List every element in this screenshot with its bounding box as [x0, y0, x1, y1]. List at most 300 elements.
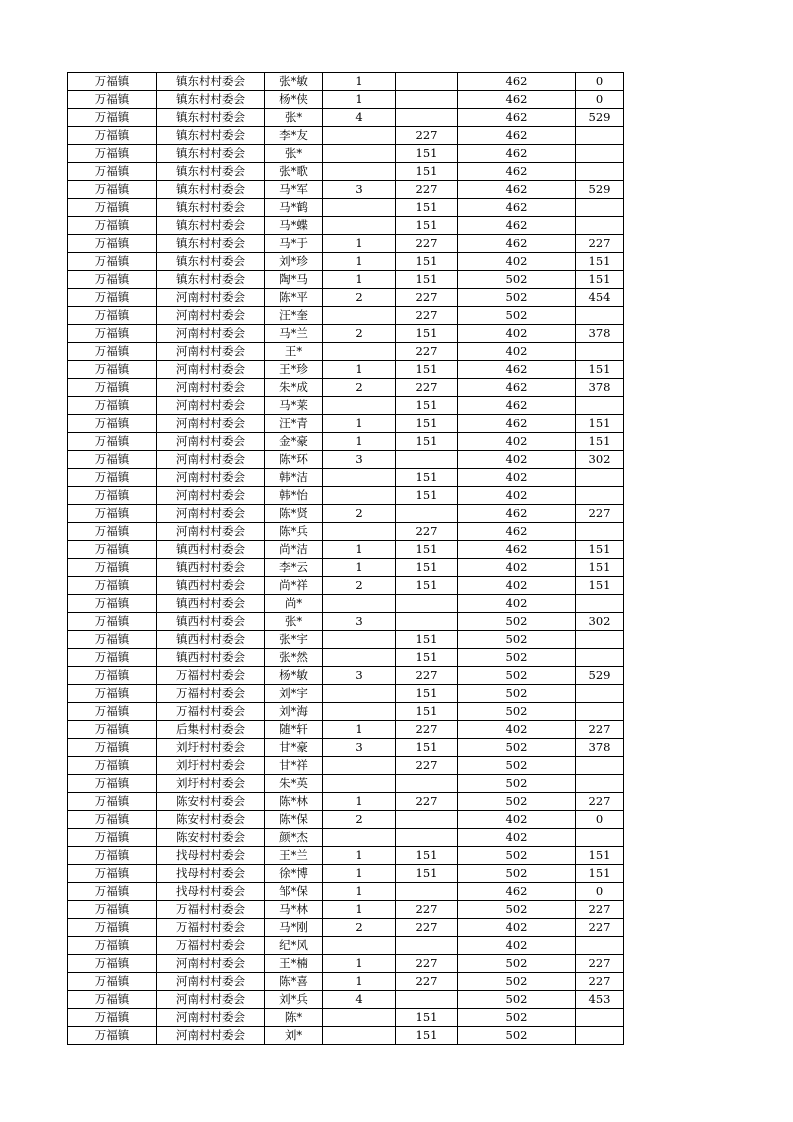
town-cell: 万福镇 — [68, 649, 157, 667]
town-cell: 万福镇 — [68, 361, 157, 379]
village-cell: 后集村村委会 — [157, 721, 265, 739]
town-cell: 万福镇 — [68, 127, 157, 145]
amount-a-cell: 227 — [396, 379, 458, 397]
town-cell: 万福镇 — [68, 289, 157, 307]
town-cell: 万福镇 — [68, 703, 157, 721]
amount-b-cell: 462 — [458, 415, 576, 433]
table-row — [68, 721, 624, 739]
name-cell: 张* — [265, 613, 323, 631]
village-cell: 陈安村村委会 — [157, 829, 265, 847]
table-row — [68, 307, 624, 325]
amount-a-cell: 151 — [396, 649, 458, 667]
table-row — [68, 109, 624, 127]
count-cell: 1 — [323, 91, 396, 109]
amount-b-cell: 462 — [458, 91, 576, 109]
amount-b-cell: 402 — [458, 595, 576, 613]
village-cell: 镇西村村委会 — [157, 631, 265, 649]
amount-b-cell: 502 — [458, 703, 576, 721]
amount-a-cell: 151 — [396, 217, 458, 235]
amount-a-cell: 227 — [396, 289, 458, 307]
table-row — [68, 91, 624, 109]
count-cell: 1 — [323, 793, 396, 811]
amount-c-cell: 378 — [576, 739, 624, 757]
count-cell — [323, 127, 396, 145]
amount-b-cell: 502 — [458, 955, 576, 973]
village-cell: 万福村村委会 — [157, 919, 265, 937]
village-cell: 镇西村村委会 — [157, 559, 265, 577]
village-cell: 镇东村村委会 — [157, 145, 265, 163]
name-cell: 马*鹤 — [265, 199, 323, 217]
name-cell: 马*莱 — [265, 397, 323, 415]
name-cell: 尚*祥 — [265, 577, 323, 595]
amount-b-cell: 462 — [458, 523, 576, 541]
amount-c-cell: 151 — [576, 541, 624, 559]
table-row — [68, 667, 624, 685]
village-cell: 河南村村委会 — [157, 973, 265, 991]
village-cell: 河南村村委会 — [157, 469, 265, 487]
town-cell: 万福镇 — [68, 469, 157, 487]
count-cell: 3 — [323, 667, 396, 685]
name-cell: 刘*宇 — [265, 685, 323, 703]
town-cell: 万福镇 — [68, 1009, 157, 1027]
amount-c-cell — [576, 937, 624, 955]
amount-b-cell: 502 — [458, 757, 576, 775]
count-cell: 3 — [323, 181, 396, 199]
amount-b-cell: 462 — [458, 235, 576, 253]
village-cell: 找母村村委会 — [157, 883, 265, 901]
town-cell: 万福镇 — [68, 685, 157, 703]
amount-c-cell: 378 — [576, 379, 624, 397]
amount-b-cell: 402 — [458, 559, 576, 577]
amount-c-cell — [576, 217, 624, 235]
count-cell: 1 — [323, 559, 396, 577]
name-cell: 韩*洁 — [265, 469, 323, 487]
name-cell: 刘* — [265, 1027, 323, 1045]
name-cell: 陈*贤 — [265, 505, 323, 523]
count-cell — [323, 469, 396, 487]
town-cell: 万福镇 — [68, 181, 157, 199]
count-cell — [323, 163, 396, 181]
count-cell — [323, 523, 396, 541]
count-cell: 1 — [323, 847, 396, 865]
count-cell — [323, 595, 396, 613]
amount-c-cell: 227 — [576, 901, 624, 919]
count-cell — [323, 685, 396, 703]
name-cell: 杨*侠 — [265, 91, 323, 109]
table-row — [68, 343, 624, 361]
village-cell: 镇东村村委会 — [157, 181, 265, 199]
amount-c-cell: 151 — [576, 847, 624, 865]
town-cell: 万福镇 — [68, 793, 157, 811]
amount-b-cell: 502 — [458, 775, 576, 793]
name-cell: 张*敏 — [265, 73, 323, 91]
count-cell: 2 — [323, 379, 396, 397]
table-row — [68, 937, 624, 955]
amount-b-cell: 502 — [458, 271, 576, 289]
village-cell: 河南村村委会 — [157, 289, 265, 307]
village-cell: 河南村村委会 — [157, 1027, 265, 1045]
count-cell: 4 — [323, 109, 396, 127]
amount-b-cell: 502 — [458, 865, 576, 883]
amount-a-cell: 151 — [396, 541, 458, 559]
table-row — [68, 253, 624, 271]
village-cell: 镇西村村委会 — [157, 595, 265, 613]
village-cell: 镇西村村委会 — [157, 649, 265, 667]
amount-c-cell: 151 — [576, 271, 624, 289]
amount-a-cell: 151 — [396, 847, 458, 865]
count-cell: 3 — [323, 739, 396, 757]
amount-a-cell: 151 — [396, 487, 458, 505]
name-cell: 张* — [265, 145, 323, 163]
table-body — [68, 73, 624, 1045]
amount-a-cell — [396, 109, 458, 127]
amount-a-cell: 227 — [396, 343, 458, 361]
village-cell: 河南村村委会 — [157, 307, 265, 325]
name-cell: 马*林 — [265, 901, 323, 919]
table-row — [68, 559, 624, 577]
town-cell: 万福镇 — [68, 73, 157, 91]
table-row — [68, 235, 624, 253]
amount-c-cell — [576, 397, 624, 415]
amount-b-cell: 402 — [458, 253, 576, 271]
table-row — [68, 901, 624, 919]
amount-c-cell: 0 — [576, 883, 624, 901]
table-row — [68, 73, 624, 91]
amount-b-cell: 502 — [458, 793, 576, 811]
village-cell: 河南村村委会 — [157, 379, 265, 397]
count-cell: 1 — [323, 883, 396, 901]
town-cell: 万福镇 — [68, 811, 157, 829]
name-cell: 甘*祥 — [265, 757, 323, 775]
amount-b-cell: 402 — [458, 811, 576, 829]
amount-b-cell: 462 — [458, 127, 576, 145]
table-row — [68, 397, 624, 415]
count-cell: 1 — [323, 433, 396, 451]
table-row — [68, 739, 624, 757]
village-cell: 河南村村委会 — [157, 505, 265, 523]
count-cell: 2 — [323, 811, 396, 829]
town-cell: 万福镇 — [68, 775, 157, 793]
village-cell: 镇西村村委会 — [157, 541, 265, 559]
village-cell: 河南村村委会 — [157, 433, 265, 451]
village-cell: 镇东村村委会 — [157, 253, 265, 271]
table-row — [68, 595, 624, 613]
village-cell: 镇东村村委会 — [157, 199, 265, 217]
amount-b-cell: 462 — [458, 199, 576, 217]
amount-a-cell: 151 — [396, 469, 458, 487]
count-cell: 1 — [323, 271, 396, 289]
table-row — [68, 613, 624, 631]
amount-c-cell: 0 — [576, 73, 624, 91]
town-cell: 万福镇 — [68, 451, 157, 469]
amount-c-cell: 151 — [576, 577, 624, 595]
amount-b-cell: 502 — [458, 1027, 576, 1045]
amount-c-cell — [576, 127, 624, 145]
name-cell: 张*歌 — [265, 163, 323, 181]
count-cell — [323, 631, 396, 649]
amount-b-cell: 462 — [458, 505, 576, 523]
table-row — [68, 433, 624, 451]
village-cell: 河南村村委会 — [157, 397, 265, 415]
amount-a-cell: 151 — [396, 685, 458, 703]
village-cell: 镇东村村委会 — [157, 271, 265, 289]
name-cell: 马*军 — [265, 181, 323, 199]
amount-b-cell: 462 — [458, 883, 576, 901]
town-cell: 万福镇 — [68, 721, 157, 739]
count-cell — [323, 397, 396, 415]
amount-b-cell: 502 — [458, 1009, 576, 1027]
count-cell: 2 — [323, 289, 396, 307]
amount-a-cell — [396, 937, 458, 955]
amount-a-cell: 151 — [396, 361, 458, 379]
town-cell: 万福镇 — [68, 847, 157, 865]
amount-c-cell — [576, 145, 624, 163]
town-cell: 万福镇 — [68, 325, 157, 343]
count-cell — [323, 1009, 396, 1027]
amount-b-cell: 402 — [458, 829, 576, 847]
table-row — [68, 649, 624, 667]
name-cell: 纪*风 — [265, 937, 323, 955]
name-cell: 张* — [265, 109, 323, 127]
amount-b-cell: 462 — [458, 73, 576, 91]
amount-c-cell: 151 — [576, 253, 624, 271]
amount-a-cell: 227 — [396, 523, 458, 541]
amount-c-cell: 378 — [576, 325, 624, 343]
town-cell: 万福镇 — [68, 199, 157, 217]
village-cell: 河南村村委会 — [157, 523, 265, 541]
table-row — [68, 973, 624, 991]
town-cell: 万福镇 — [68, 397, 157, 415]
amount-a-cell: 151 — [396, 145, 458, 163]
amount-b-cell: 502 — [458, 307, 576, 325]
amount-a-cell: 227 — [396, 955, 458, 973]
amount-a-cell: 151 — [396, 1027, 458, 1045]
table-row — [68, 415, 624, 433]
town-cell: 万福镇 — [68, 595, 157, 613]
amount-b-cell: 502 — [458, 613, 576, 631]
amount-a-cell: 151 — [396, 631, 458, 649]
count-cell: 1 — [323, 955, 396, 973]
town-cell: 万福镇 — [68, 343, 157, 361]
amount-a-cell: 227 — [396, 667, 458, 685]
village-cell: 镇西村村委会 — [157, 613, 265, 631]
town-cell: 万福镇 — [68, 91, 157, 109]
name-cell: 陈*林 — [265, 793, 323, 811]
amount-b-cell: 502 — [458, 685, 576, 703]
village-cell: 河南村村委会 — [157, 955, 265, 973]
table-row — [68, 991, 624, 1009]
name-cell: 韩*怡 — [265, 487, 323, 505]
town-cell: 万福镇 — [68, 829, 157, 847]
amount-b-cell: 462 — [458, 163, 576, 181]
town-cell: 万福镇 — [68, 253, 157, 271]
table-row — [68, 127, 624, 145]
table-row — [68, 217, 624, 235]
table-row — [68, 577, 624, 595]
count-cell — [323, 145, 396, 163]
town-cell: 万福镇 — [68, 901, 157, 919]
amount-c-cell: 227 — [576, 955, 624, 973]
amount-b-cell: 502 — [458, 847, 576, 865]
table-row — [68, 271, 624, 289]
name-cell: 刘*海 — [265, 703, 323, 721]
amount-b-cell: 462 — [458, 397, 576, 415]
town-cell: 万福镇 — [68, 235, 157, 253]
town-cell: 万福镇 — [68, 559, 157, 577]
name-cell: 徐*博 — [265, 865, 323, 883]
village-cell: 河南村村委会 — [157, 451, 265, 469]
count-cell: 3 — [323, 451, 396, 469]
village-cell: 河南村村委会 — [157, 361, 265, 379]
amount-a-cell — [396, 991, 458, 1009]
table-row — [68, 685, 624, 703]
amount-c-cell — [576, 757, 624, 775]
table-row — [68, 451, 624, 469]
amount-c-cell — [576, 703, 624, 721]
amount-c-cell: 151 — [576, 415, 624, 433]
amount-a-cell: 151 — [396, 577, 458, 595]
village-cell: 镇东村村委会 — [157, 127, 265, 145]
town-cell: 万福镇 — [68, 217, 157, 235]
amount-c-cell — [576, 829, 624, 847]
town-cell: 万福镇 — [68, 505, 157, 523]
amount-a-cell: 151 — [396, 253, 458, 271]
name-cell: 陈*喜 — [265, 973, 323, 991]
village-cell: 镇东村村委会 — [157, 91, 265, 109]
name-cell: 汪*青 — [265, 415, 323, 433]
amount-b-cell: 462 — [458, 361, 576, 379]
name-cell: 陈*平 — [265, 289, 323, 307]
count-cell: 1 — [323, 541, 396, 559]
table-row — [68, 631, 624, 649]
count-cell — [323, 757, 396, 775]
amount-b-cell: 502 — [458, 991, 576, 1009]
amount-b-cell: 402 — [458, 451, 576, 469]
count-cell: 1 — [323, 253, 396, 271]
town-cell: 万福镇 — [68, 433, 157, 451]
amount-a-cell: 151 — [396, 271, 458, 289]
amount-b-cell: 402 — [458, 487, 576, 505]
town-cell: 万福镇 — [68, 487, 157, 505]
table-row — [68, 361, 624, 379]
village-cell: 万福村村委会 — [157, 703, 265, 721]
town-cell: 万福镇 — [68, 631, 157, 649]
town-cell: 万福镇 — [68, 307, 157, 325]
name-cell: 尚*洁 — [265, 541, 323, 559]
village-cell: 陈安村村委会 — [157, 811, 265, 829]
amount-b-cell: 462 — [458, 145, 576, 163]
table-row — [68, 379, 624, 397]
table-row — [68, 289, 624, 307]
count-cell: 1 — [323, 235, 396, 253]
amount-b-cell: 502 — [458, 649, 576, 667]
table-row — [68, 757, 624, 775]
amount-a-cell: 227 — [396, 793, 458, 811]
count-cell — [323, 343, 396, 361]
village-cell: 镇东村村委会 — [157, 163, 265, 181]
count-cell: 1 — [323, 721, 396, 739]
table-row — [68, 145, 624, 163]
name-cell: 甘*豪 — [265, 739, 323, 757]
table-row — [68, 541, 624, 559]
amount-b-cell: 502 — [458, 631, 576, 649]
amount-c-cell — [576, 1009, 624, 1027]
amount-a-cell: 151 — [396, 397, 458, 415]
name-cell: 李*友 — [265, 127, 323, 145]
name-cell: 陈*保 — [265, 811, 323, 829]
count-cell: 2 — [323, 577, 396, 595]
amount-a-cell: 227 — [396, 757, 458, 775]
amount-b-cell: 502 — [458, 973, 576, 991]
amount-a-cell: 151 — [396, 703, 458, 721]
name-cell: 尚* — [265, 595, 323, 613]
amount-b-cell: 462 — [458, 217, 576, 235]
village-cell: 万福村村委会 — [157, 667, 265, 685]
amount-c-cell: 151 — [576, 361, 624, 379]
table-row — [68, 811, 624, 829]
name-cell: 陈*环 — [265, 451, 323, 469]
name-cell: 朱*英 — [265, 775, 323, 793]
count-cell — [323, 775, 396, 793]
amount-b-cell: 402 — [458, 577, 576, 595]
amount-b-cell: 402 — [458, 325, 576, 343]
town-cell: 万福镇 — [68, 973, 157, 991]
town-cell: 万福镇 — [68, 379, 157, 397]
amount-c-cell — [576, 199, 624, 217]
amount-c-cell — [576, 343, 624, 361]
amount-a-cell: 151 — [396, 163, 458, 181]
amount-b-cell: 402 — [458, 721, 576, 739]
table-row — [68, 919, 624, 937]
amount-c-cell: 227 — [576, 793, 624, 811]
amount-c-cell: 453 — [576, 991, 624, 1009]
village-cell: 找母村村委会 — [157, 865, 265, 883]
name-cell: 刘*兵 — [265, 991, 323, 1009]
table-row — [68, 847, 624, 865]
name-cell: 陈* — [265, 1009, 323, 1027]
amount-b-cell: 402 — [458, 937, 576, 955]
name-cell: 马*刚 — [265, 919, 323, 937]
count-cell: 3 — [323, 613, 396, 631]
amount-a-cell: 151 — [396, 739, 458, 757]
town-cell: 万福镇 — [68, 613, 157, 631]
amount-b-cell: 462 — [458, 379, 576, 397]
table-row — [68, 775, 624, 793]
amount-a-cell: 227 — [396, 181, 458, 199]
table-row — [68, 163, 624, 181]
village-cell: 刘圩村村委会 — [157, 757, 265, 775]
count-cell: 1 — [323, 865, 396, 883]
amount-c-cell — [576, 775, 624, 793]
name-cell: 马*兰 — [265, 325, 323, 343]
town-cell: 万福镇 — [68, 109, 157, 127]
amount-c-cell: 151 — [576, 433, 624, 451]
amount-a-cell: 227 — [396, 127, 458, 145]
amount-c-cell: 454 — [576, 289, 624, 307]
town-cell: 万福镇 — [68, 271, 157, 289]
name-cell: 王*珍 — [265, 361, 323, 379]
town-cell: 万福镇 — [68, 415, 157, 433]
village-cell: 河南村村委会 — [157, 415, 265, 433]
amount-b-cell: 502 — [458, 289, 576, 307]
village-cell: 河南村村委会 — [157, 325, 265, 343]
amount-a-cell — [396, 883, 458, 901]
name-cell: 金*豪 — [265, 433, 323, 451]
town-cell: 万福镇 — [68, 991, 157, 1009]
amount-c-cell: 227 — [576, 505, 624, 523]
village-cell: 刘圩村村委会 — [157, 775, 265, 793]
village-cell: 河南村村委会 — [157, 343, 265, 361]
